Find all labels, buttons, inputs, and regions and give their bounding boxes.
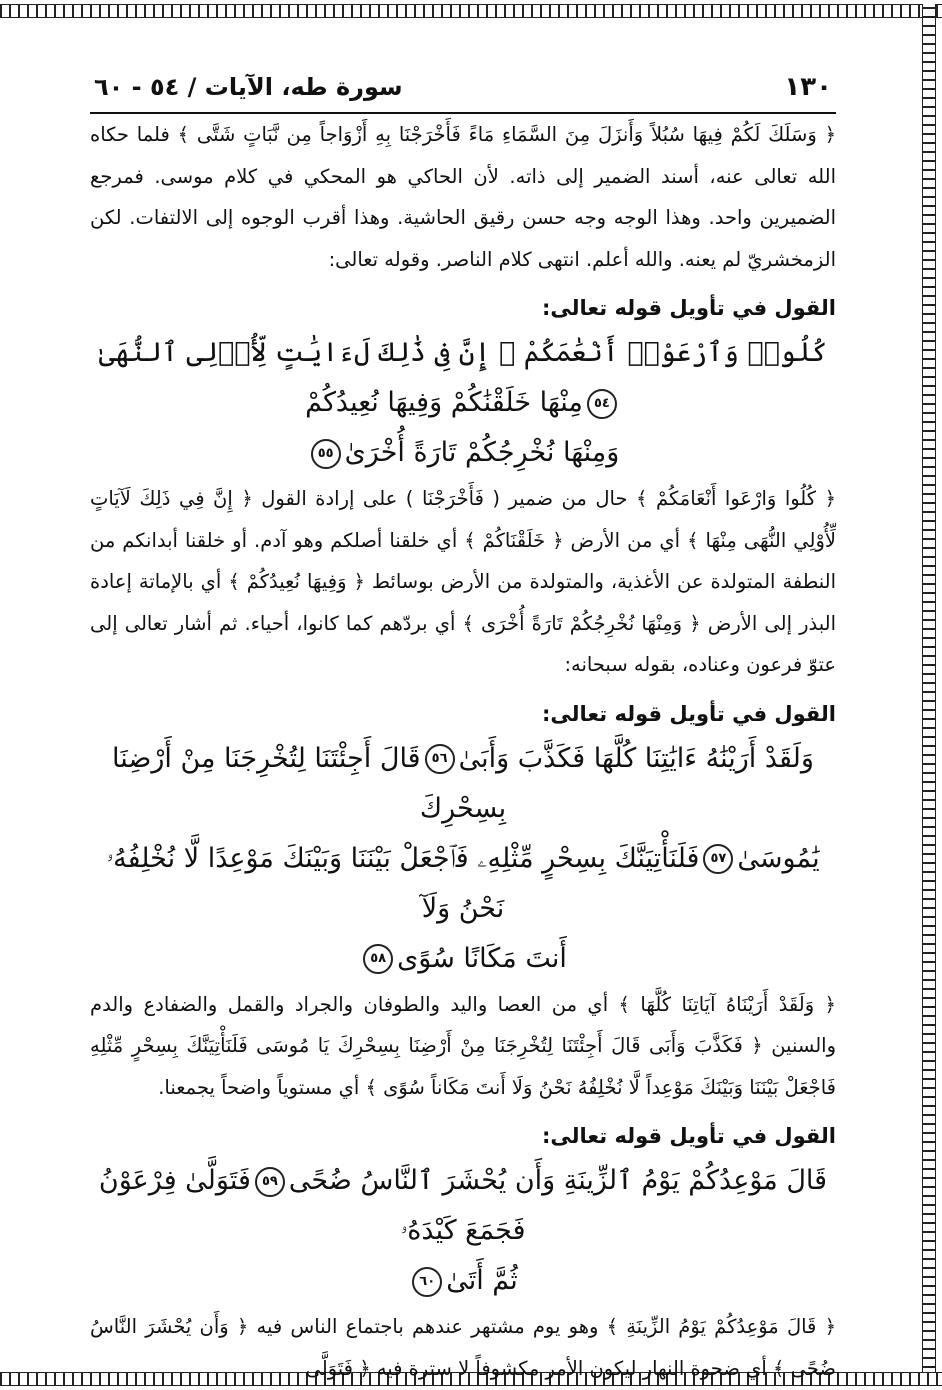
commentary-paragraph: ﴿ قَالَ مَوْعِدُكُمْ يَوْمُ الزِّينَةِ ﴾ وهو يوم مشتهر عندهم باجتماع الناس فيه ﴿ وَأَن يُحْشَرَ النَّاسُ ضُحًى ﴾ أي ضحوة النهار ليكون الأمر مكشوفاً لا سترة فيه ﴿ فَتَوَلَّى [90,1315,836,1380]
page-number: ١٣٠ [784,72,832,102]
page-content [90,60,836,1389]
verse-number-marker: ٥٨ [363,944,393,974]
quran-verse-line [90,934,836,984]
quran-verse-line [90,328,836,428]
section-heading: القول في تأويل قوله تعالى: [542,1124,836,1148]
ornamental-border-top [0,4,942,18]
running-title: سورة طه، الآيات / ٥٤ - ٦٠ [94,73,403,101]
verse-number-marker: ٥٤ [587,389,617,419]
verse-number-marker: ٥٥ [311,439,341,469]
quran-verse-block [90,1156,836,1306]
verse-text: كُلُوا۟ وَٱرْعَوْا۟ أَنْعَٰمَكُمْ ۗ إِنَّ فِى ذَٰلِكَ لَءَايَٰتٍ لِّأُو۟لِى ٱلنُّهَىٰ [98,337,828,368]
verse-text: فَلَنَأْتِيَنَّكَ بِسِحْرٍ مِّثْلِهِۦ فَٱجْعَلْ بَيْنَنَا وَبَيْنَكَ مَوْعِدًا لَّا نُخْلِفُهُۥ نَحْنُ وَلَآ [106,842,700,924]
ornamental-border-right [922,4,936,1386]
quran-verse-block [90,734,836,984]
quran-verse-line [90,834,836,934]
verse-text: أَنتَ مَكَانًا سُوًى [397,942,567,974]
commentary-paragraph: ﴿ كُلُوا وَارْعَوا أَنْعَامَكُمْ ﴾ حال من ضمير ( فَأَخْرَجْنَا ) على إرادة القول ﴿ إِنَّ فِي ذَلِكَ لَآيَاتٍ لِّأُوْلِي النُّهَى مِنْهَا ﴾ أي من الأرض ﴿ خَلَقْنَاكُمْ ﴾ أي خلقنا أصلكم وهو آدم. أو خلقنا أبدانكم من النطفة المتولدة عن الأغذية، والمتولدة من الأرض بوسائط ﴿ وَفِيهَا نُعِيدُكُمْ ﴾ أي بالإماتة إعادة البذر إلى الأرض ﴿ وَمِنْهَا نُخْرِجُكُمْ تَارَةً أُخْرَى ﴾ أي بردّهم كما كانوا، أحياء. ثم أشار تعالى إلى عتوّ فرعون وعناده، بقوله سبحانه: [90,487,836,676]
verse-text: ثُمَّ أَتَىٰ [446,1265,518,1296]
verse-number-marker: ٥٦ [425,744,455,774]
section-heading: القول في تأويل قوله تعالى: [542,701,836,726]
verse-text: يَٰمُوسَىٰ [737,842,820,874]
page-body [90,114,836,1389]
quran-verse-line [90,1156,836,1256]
verse-text: وَمِنْهَا نُخْرِجُكُمْ تَارَةً أُخْرَىٰ [344,437,620,468]
verse-text: وَلَقَدْ أَرَيْنَٰهُ ءَايَٰتِنَا كُلَّهَا فَكَذَّبَ وَأَبَىٰ [458,742,814,774]
verse-number-marker: ٥٩ [255,1167,285,1197]
page-header [90,60,836,114]
commentary-paragraph: ﴿ وَلَقَدْ أَرَيْنَاهُ آيَاتِنَا كُلَّهَا ﴾ أي من العصا واليد والطوفان والجراد والقمل والضفادع والدم والسنين ﴿ فَكَذَّبَ وَأَبَى قَالَ أَجِئْتَنَا لِتُخْرِجَنَا مِنْ أَرْضِنَا بِسِحْرِكَ يَا مُوسَى فَلَنَأْتِيَنَّكَ بِسِحْرٍ مِّثْلِهِ فَاجْعَلْ بَيْنَنَا وَبَيْنَكَ مَوْعِداً لَّا نُخْلِفُهُ نَحْنُ وَلَا أَنتَ مَكَاناً سُوًى ﴾ أي مستوياً واضحاً يجمعنا. [90,992,836,1099]
verse-text: مِنْهَا خَلَقْنَٰكُمْ وَفِيهَا نُعِيدُكُمْ [305,387,583,418]
section-heading: القول في تأويل قوله تعالى: [542,296,836,320]
verse-number-marker: ٥٧ [703,844,733,874]
quran-verse-line [90,428,836,478]
quran-verse-block [90,328,836,478]
quran-verse-line [90,1256,836,1306]
quran-verse-line [90,734,836,834]
verse-text: فَتَوَلَّىٰ فِرْعَوْنُ فَجَمَعَ كَيْدَهُۥ [98,1165,526,1246]
commentary-paragraph: ﴿ وَسَلَكَ لَكُمْ فِيهَا سُبُلاً وَأَنزَلَ مِنَ السَّمَاءِ مَاءً فَأَخْرَجْنَا بِهِ أَزْوَاجاً مِن نَّبَاتٍ شَتَّى ﴾ فلما حكاه الله تعالى عنه، أسند الضمير إلى ذاته. لأن الحاكي هو المحكي في كلام موسى. فمرجع الضميرين واحد. وهذا الوجه وجه حسن رقيق الحاشية. وهذا أقرب الوجوه إلى الالتفات. لكن الزمخشريّ لم يعنه. والله أعلم. انتهى كلام الناصر. وقوله تعالى: [90,123,836,271]
verse-text: قَالَ أَجِئْتَنَا لِتُخْرِجَنَا مِنْ أَرْضِنَا بِسِحْرِكَ [112,742,507,824]
verse-number-marker: ٦٠ [412,1267,442,1297]
verse-text: قَالَ مَوْعِدُكُمْ يَوْمُ ٱلزِّينَةِ وَأَن يُحْشَرَ ٱلنَّاسُ ضُحًى [288,1165,828,1196]
